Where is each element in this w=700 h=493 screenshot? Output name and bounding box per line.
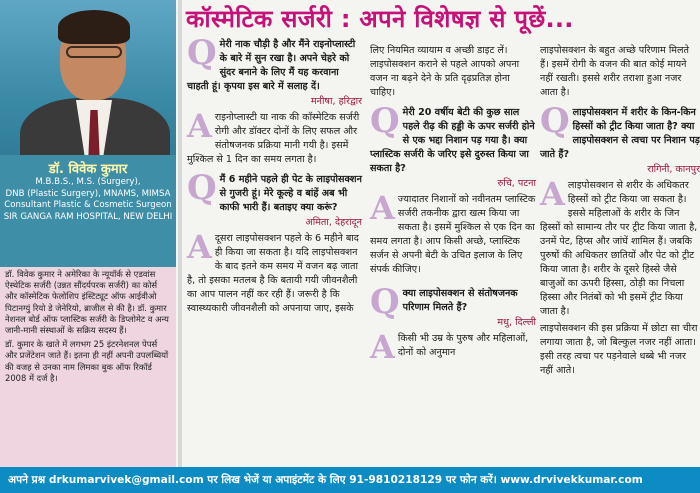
- question-1: Qमेरी नाक चौड़ी है और मैंने राइनोप्लास्टी के बारे में सुन रखा है। अपने चेहरे को सुंदर बनाने के लिए मैं यह करवाना चाहती हूं। कृपया इस बारे में सलाह दें।: [187, 33, 356, 92]
- doctor-credentials: [0, 155, 176, 267]
- column-3: [540, 44, 700, 378]
- questioner-signature: अमिता, देहरादून: [305, 217, 362, 228]
- answer-5: Aलाइपोसक्शन से शरीर के अधिकतर हिस्सों को ट्रीट किया जा सकता है। इससे महिलाओं के शरीर के जिन हिस्सों को सामान्य तौर पर ट्रीट किया जाता है, उनमें पेट, हिप्स और जांघें शामिल हैं। जबकि पुरुषों की अधिकतर छातियों और पेट को ट्रीट किया जाता है। शरीर के दूसरे हिस्से जैसे बाजुओं का ऊपरी हिस्सा, ठोड़ी का निचला हिस्सा और नितंबों को भी इसमें ट्रीट किया जाता है।: [540, 175, 698, 317]
- headline: कॉस्मेटिक सर्जरी : अपने विशेषज्ञ से पूछें...: [186, 5, 574, 33]
- answer-3: Aज्यादातर निशानों को नवीनतम प्लास्टिक सर्जरी तकनीक द्वारा खत्म किया जा सकता है। इसमें मुश्किल से एक दिन का समय लगता है। आप किसी अच्छे, प्लास्टिक सर्जन से अपनी बेटी के उचित इलाज के लिए संपर्क कीजिए।: [370, 189, 536, 275]
- answer-4-continued: लाइपोसक्शन के बहुत अच्छे परिणाम मिलते हैं। इसमें रोगी के वजन की बात कोई मायने नहीं रखती। इससे शरीर तराशा हुआ नजर आता है।: [540, 45, 690, 98]
- q-dropcap: Q: [540, 101, 570, 141]
- credential-line: DNB (Plastic Surgery), MNAMS, MIMSA: [5, 188, 171, 199]
- questioner-signature: रुचि, पटना: [497, 178, 536, 189]
- questioner-signature: रागिनी, कानपुर: [647, 164, 700, 175]
- column-2: [370, 44, 536, 366]
- a-dropcap: A: [540, 175, 565, 213]
- bio-paragraph: डॉ. कुमार के खाते में लगभग 25 इंटरनेशनल पेपर्स और प्रजेंटेशन जाते हैं। इतना ही नहीं अपनी उपलब्धियों की वजह से उनका नाम लिमका बुक ऑफ रिकॉर्ड 2008 में दर्ज है।: [5, 339, 169, 383]
- doctor-name: डॉ. विवेक कुमार: [48, 162, 128, 177]
- hospital-name: SIR GANGA RAM HOSPITAL, NEW DELHI: [3, 211, 173, 222]
- q-dropcap: Q: [187, 33, 217, 73]
- doctor-bio: [0, 267, 176, 467]
- q-dropcap: Q: [370, 101, 400, 141]
- questioner-signature: मधु, दिल्ली: [497, 317, 536, 328]
- question-3: Qमेरी 20 वर्षीय बेटी की कुछ साल पहले रीढ़ की हड्डी के ऊपर सर्जरी होने से एक भद्दा निशान पड़ गया है। क्या प्लास्टिक सर्जरी के जरिए इसे दुरुस्त किया जा सकता है?: [370, 101, 535, 174]
- a-dropcap: A: [187, 228, 212, 266]
- q-dropcap: Q: [370, 282, 400, 322]
- answer-2: Aदूसरा लाइपोसक्शन पहले के 6 महीने बाद ही किया जा सकता है। यदि लाइपोसक्शन के बाद इतने कम समय में वजन बढ़ जाता है, तो इसका मतलब है कि बतायी गयी जीवनशैली का आप पालन नहीं कर रही हैं। जरूरी है कि स्वास्थ्यकारी जीवनशैली को अपनाया जाए, इसके: [187, 228, 359, 314]
- answer-1: Aराइनोप्लास्टी या नाक की कॉस्मेटिक सर्जरी रोगी और डॉक्टर दोनों के लिए सफल और संतोषजनक प्रक्रिया मानी गयी है। इसमें मुश्किल से 1 दिन का समय लगता है।: [187, 107, 360, 165]
- doctor-portrait: [0, 0, 176, 168]
- a-dropcap: A: [370, 328, 395, 366]
- column-divider: [178, 0, 182, 468]
- a-dropcap: A: [187, 107, 212, 145]
- bio-paragraph: डॉ. विवेक कुमार ने अमेरिका के न्यूयॉर्क से एडवांस ऐस्थेटिक सर्जरी (उन्नत सौंदर्यपरक सर्जरी) का कोर्स और कॉस्मेटिक फेलोशिप इंस्टिट्यूट ऑफ आईवीओ पिटानग्युं रियो डे जेनेरियो, ब्राजील से की है। डॉ. कुमार नेशनल बोर्ड ऑफ प्लास्टिक सर्जरी के डिप्लोमेट व अन्य जानी-मानी संस्थाओं के सक्रिय सदस्य हैं।: [5, 269, 169, 336]
- credential-line: Consultant Plastic & Cosmetic Surgeon: [4, 200, 172, 211]
- a-dropcap: A: [370, 189, 395, 227]
- question-4: Qक्या लाइपोसक्शन से संतोषजनक परिणाम मिलते हैं?: [370, 282, 518, 322]
- questioner-signature: मनीषा, हरिद्वार: [310, 96, 362, 107]
- question-2: Qमैं 6 महीने पहले ही पेट के लाइपोसक्शन से गुजरी हूं। मेरे कूल्हे व बांहें अब भी काफी भारी हैं। बताइए क्या करूं?: [187, 168, 362, 213]
- question-5: Qलाइपोसक्शन में शरीर के किन-किन हिस्सों को ट्रीट किया जाता है? क्या लाइपोसक्शन से त्वचा पर निशान पड़ जाते हैं?: [540, 101, 700, 160]
- answer-4: Aकिसी भी उम्र के पुरुष और महिलाओं, दोनों को अनुमान: [370, 328, 529, 366]
- answer-5-continued: लाइपोसक्शन की इस प्रक्रिया में छोटा सा चीरा लगाया जाता है, जो बिल्कुल नजर नहीं आता। इसी तरह त्वचा पर पड़नेवाले धब्बे भी नजर नहीं आते।: [540, 323, 698, 376]
- column-1: [187, 33, 362, 316]
- credential-line: M.B.B.S., M.S. (Surgery),: [35, 177, 141, 187]
- answer-2-continued: लिए नियमित व्यायाम व अच्छी डाइट लें। लाइपोसक्शन कराने से पहले आपको अपना वजन ना बढ़ने देने के प्रति दृढ़प्रतिज्ञ होना चाहिए।: [370, 45, 520, 98]
- q-dropcap: Q: [187, 168, 217, 208]
- contact-footer: अपने प्रश्न drkumarvivek@gmail.com पर लिख भेजें या अपाइंटमेंट के लिए 91-9810218129 पर फोन करें। www.drvivekkumar.com: [0, 467, 700, 493]
